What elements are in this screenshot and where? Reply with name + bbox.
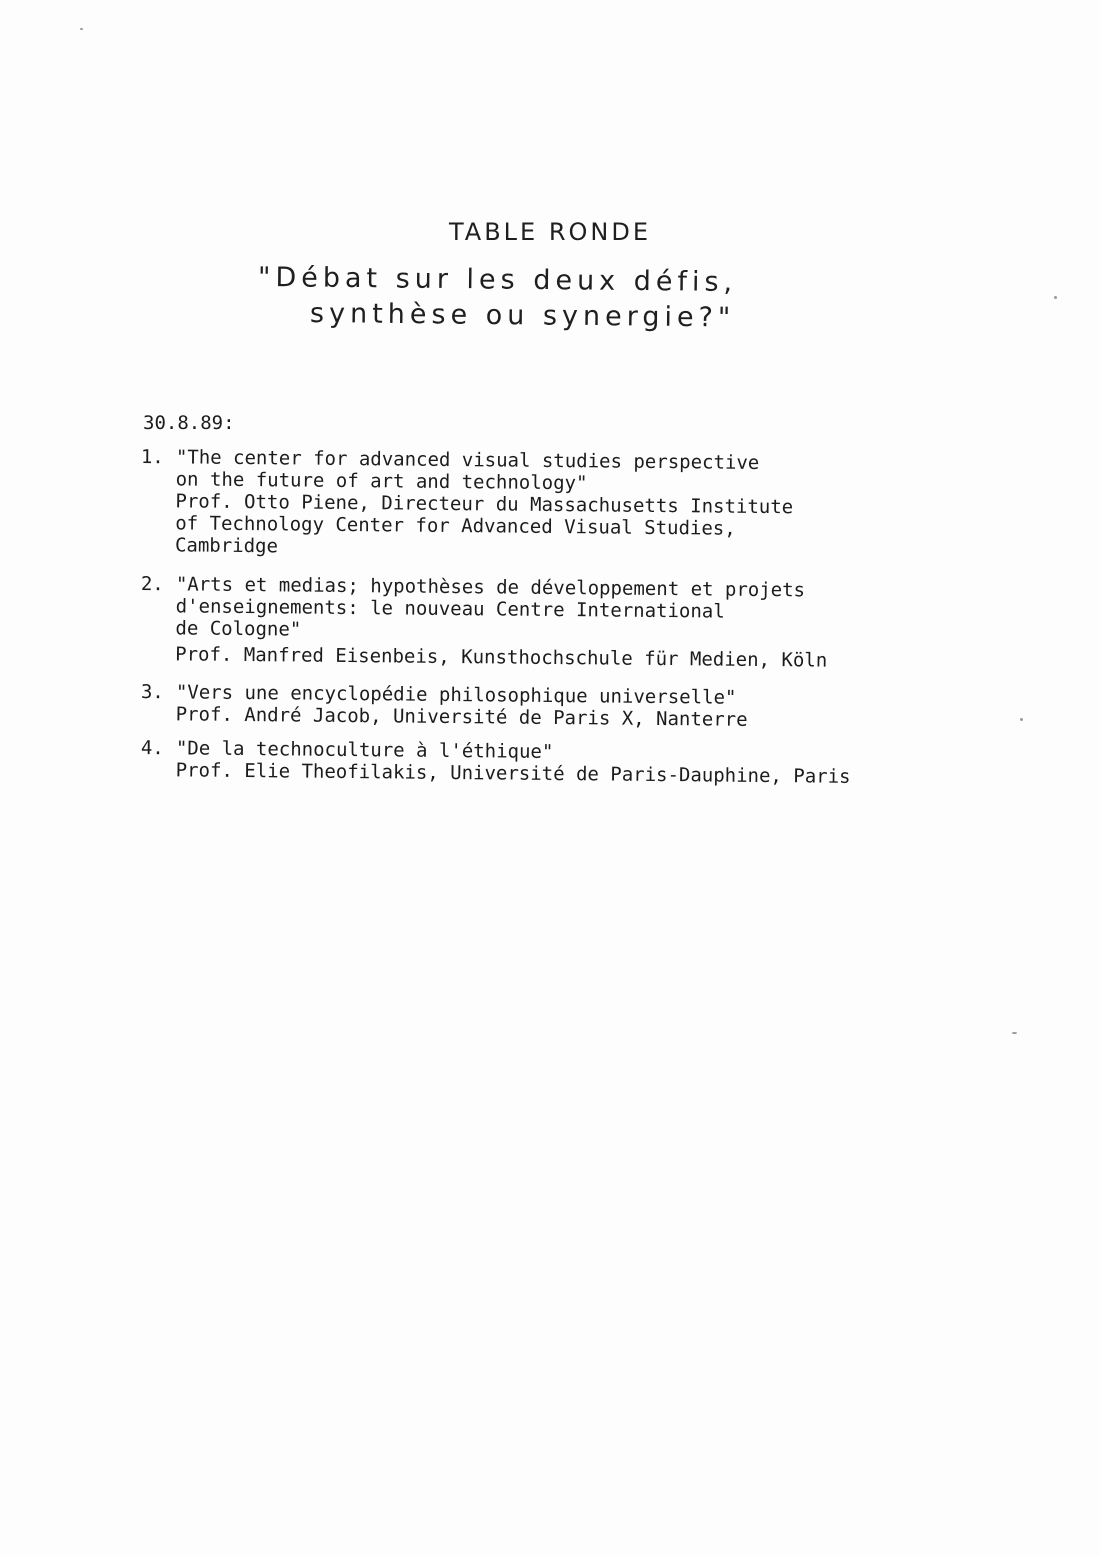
entry-talk-title: d'enseignements: le nouveau Centre International <box>175 595 725 623</box>
entry-number: 3. <box>140 681 164 704</box>
program-entry <box>140 737 851 847</box>
entry-speaker: Cambridge <box>174 534 279 558</box>
entry-talk-title: de Cologne" <box>175 617 302 641</box>
entry-talk-title: "Vers une encyclopédie philosophique universelle" <box>175 681 737 709</box>
scan-speck <box>1054 296 1057 299</box>
entry-talk-title: on the future of art and technology" <box>175 468 588 495</box>
page-subtitle-line-2: synthèse ou synergie?" <box>309 298 736 334</box>
entry-number: 1. <box>140 446 164 469</box>
entry-speaker: of Technology Center for Advanced Visual Studies, <box>175 512 736 540</box>
entry-talk-title: "De la technoculture à l'éthique" <box>175 737 554 763</box>
entry-number: 2. <box>140 573 164 596</box>
entry-speaker: Prof. Manfred Eisenbeis, Kunsthochschule für Medien, Köln <box>175 643 828 672</box>
entry-speaker: Prof. André Jacob, Université de Paris X, Nanterre <box>175 703 748 731</box>
entry-number: 4. <box>140 737 164 760</box>
scan-speck <box>1020 718 1023 721</box>
page-title: TABLE RONDE <box>448 218 651 246</box>
entry-speaker: Prof. Otto Piene, Directeur du Massachusetts Institute <box>175 490 794 519</box>
page-subtitle-line-1: "Débat sur les deux défis, <box>257 262 738 299</box>
scan-speck <box>1012 1032 1017 1034</box>
entry-talk-title: "The center for advanced visual studies perspective <box>175 446 760 474</box>
entry-talk-title: "Arts et medias; hypothèses de développement et projets <box>175 573 806 602</box>
scan-speck <box>80 28 83 30</box>
session-date: 30.8.89: <box>143 412 235 434</box>
entry-speaker: Prof. Elie Theofilakis, Université de Paris-Dauphine, Paris <box>175 759 851 788</box>
